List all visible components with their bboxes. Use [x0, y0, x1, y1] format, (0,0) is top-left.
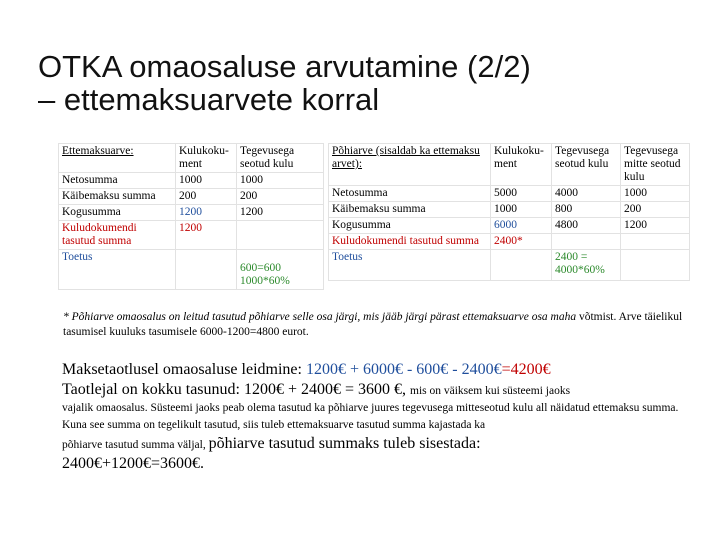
paragraph-instruction	[62, 434, 697, 454]
text-segment: põhiarve tasutud summaks tuleb sisestada:	[208, 435, 481, 452]
table-header-cell: Ettemaksuarve:	[59, 144, 176, 173]
table-cell: 200	[237, 189, 324, 205]
text-segment: Maksetaotlusel omaosaluse leidmine:	[62, 361, 306, 378]
table-cell	[621, 234, 690, 250]
table-header-cell: Tegevusega seotud kulu	[237, 144, 324, 173]
footnote	[63, 310, 693, 340]
footnote-normal: võtmist. Arve täielikul tasumisel kuuluks tasumisele 6000-1200=4800 eurot.	[63, 311, 683, 338]
table-cell: 1000	[176, 173, 237, 189]
table-row	[329, 234, 690, 250]
table-cell: Toetus	[329, 250, 491, 281]
table-cell	[491, 250, 552, 281]
text-segment: mis on väiksem kui süsteemi jaoks	[410, 385, 571, 397]
table-cell: 1200	[176, 221, 237, 250]
table-cell: 200	[621, 202, 690, 218]
table-row	[59, 250, 324, 290]
text-segment: =4200€	[501, 361, 551, 378]
table-cell: Kuludokumendi tasutud summa	[329, 234, 491, 250]
table-row	[329, 250, 690, 281]
table-cell: Toetus	[59, 250, 176, 290]
table-cell: 800	[552, 202, 621, 218]
table-cell	[552, 234, 621, 250]
main-invoice-table	[328, 143, 690, 281]
table-header-cell: Kulukoku-ment	[176, 144, 237, 173]
table-row	[329, 218, 690, 234]
table-header-cell: Tegevusega seotud kulu	[552, 144, 621, 186]
explanation-text	[62, 360, 697, 474]
table-cell: Netosumma	[59, 173, 176, 189]
table-header-row	[329, 144, 690, 186]
table-header-cell: Tegevusega mitte seotud kulu	[621, 144, 690, 186]
table-cell: 5000	[491, 186, 552, 202]
table-cell: Kuludokumendi tasutud summa	[59, 221, 176, 250]
table-cell: 2400 = 4000*60%	[552, 250, 621, 281]
table-cell: Käibemaksu summa	[59, 189, 176, 205]
text-segment: põhiarve tasutud summa väljal,	[62, 439, 209, 451]
table-header-cell: Põhiarve (sisaldab ka ettemaksu arvet):	[329, 144, 491, 186]
table-header-row	[59, 144, 324, 173]
table-row	[59, 205, 324, 221]
table-cell: Netosumma	[329, 186, 491, 202]
table-cell: 4800	[552, 218, 621, 234]
table-header-cell: Kulukoku-ment	[491, 144, 552, 186]
table-cell: Kogusumma	[59, 205, 176, 221]
table-cell: 1000	[491, 202, 552, 218]
table-row	[329, 202, 690, 218]
paragraph-paid-total	[62, 380, 697, 400]
tables-area	[58, 143, 690, 307]
table-cell: 200	[176, 189, 237, 205]
table-cell	[176, 250, 237, 290]
title-line-1: OTKA omaosaluse arvutamine (2/2)	[38, 49, 531, 84]
table-cell: 6000	[491, 218, 552, 234]
title-line-2: – ettemaksuarvete korral	[38, 82, 380, 117]
table-cell: 1200	[176, 205, 237, 221]
slide-title	[38, 50, 698, 116]
table-cell: 1200	[621, 218, 690, 234]
table-cell: 2400*	[491, 234, 552, 250]
table-cell: Kogusumma	[329, 218, 491, 234]
paragraph-explanation: vajalik omaosalus. Süsteemi jaoks peab olema tasutud ka põhiarve juures tegevusega mitteseotud kulu all näidatud ettemaksu summa. Kuna see summa on tegelikult tasutud, siis tuleb ettemaksuarve tasutud summa kajastada ka	[62, 402, 679, 431]
prepayment-invoice-table	[58, 143, 324, 290]
footnote-italic: * Põhiarve omaosalus on leitud tasutud põhiarve selle osa järgi, mis jääb järgi pärast ettemaksuarve osa maha	[63, 311, 577, 323]
paragraph-result: 2400€+1200€=3600€.	[62, 455, 205, 472]
text-segment: Taotlejal on kokku tasunud: 1200€ + 2400€ = 3600 €,	[62, 381, 411, 398]
table-cell: 1200	[237, 205, 324, 221]
paragraph-self-contribution	[62, 360, 697, 380]
table-cell: 600=600 1000*60%	[237, 250, 324, 290]
table-cell: 1000	[237, 173, 324, 189]
table-cell	[621, 250, 690, 281]
text-segment: 1200€ + 6000€ - 600€ - 2400€	[305, 361, 502, 378]
table-cell: 1000	[621, 186, 690, 202]
table-row	[59, 189, 324, 205]
table-cell	[237, 221, 324, 250]
table-row	[59, 221, 324, 250]
table-row	[329, 186, 690, 202]
table-row	[59, 173, 324, 189]
table-cell: Käibemaksu summa	[329, 202, 491, 218]
table-cell: 4000	[552, 186, 621, 202]
